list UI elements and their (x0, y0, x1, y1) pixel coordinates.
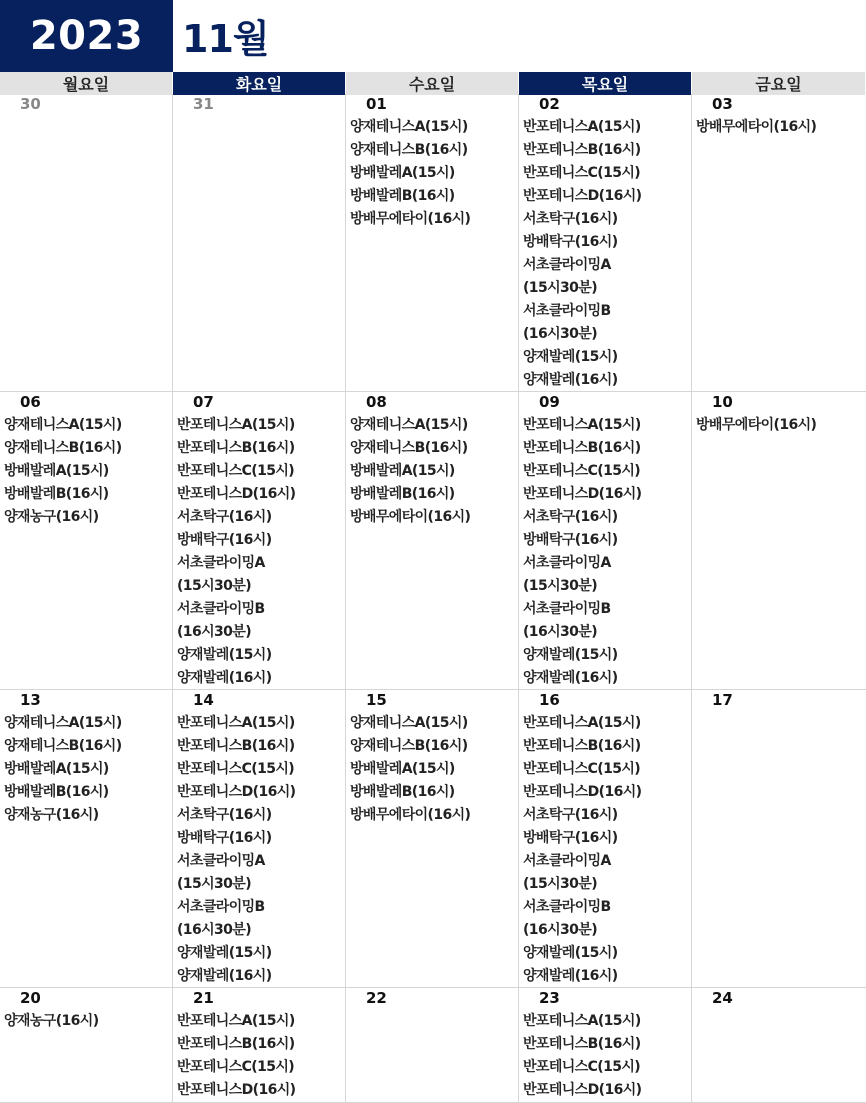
event-list (0, 1010, 172, 1033)
event-item[interactable]: 반포테니스D(16시) (523, 784, 642, 800)
day-cell[interactable] (519, 392, 692, 689)
day-number: 14 (193, 691, 214, 709)
weekday-header-row (0, 72, 866, 94)
event-item[interactable]: 방배발레A(15시) (350, 761, 455, 777)
event-item[interactable]: 양재테니스B(16시) (350, 142, 468, 158)
weekday-header: 금요일 (692, 72, 866, 95)
event-item[interactable]: 방배발레B(16시) (350, 784, 455, 800)
weekday-header: 월요일 (0, 72, 173, 95)
event-item[interactable]: 방배탁구(16시) (523, 532, 618, 548)
day-number: 06 (20, 393, 41, 411)
event-list (519, 1010, 691, 1102)
day-number: 22 (366, 989, 387, 1007)
event-item[interactable]: 반포테니스B(16시) (523, 440, 641, 456)
event-item[interactable]: 반포테니스D(16시) (177, 1082, 296, 1098)
day-cell[interactable] (346, 392, 519, 689)
event-item[interactable]: (16시30분) (177, 624, 252, 640)
day-number: 16 (539, 691, 560, 709)
calendar-grid (0, 94, 866, 1103)
day-cell[interactable] (692, 988, 866, 1102)
event-item[interactable]: 양재발레(16시) (177, 968, 272, 984)
event-item[interactable]: 반포테니스D(16시) (177, 784, 296, 800)
event-item[interactable]: 반포테니스C(15시) (523, 463, 641, 479)
event-item[interactable]: (16시30분) (177, 922, 252, 938)
event-item[interactable]: 반포테니스B(16시) (523, 738, 641, 754)
day-cell[interactable] (519, 988, 692, 1102)
event-item[interactable]: 방배발레A(15시) (4, 761, 109, 777)
event-item[interactable]: (16시30분) (523, 922, 598, 938)
event-item[interactable]: 양재발레(15시) (523, 647, 618, 663)
day-cell[interactable] (0, 988, 173, 1102)
event-list (346, 414, 518, 529)
day-cell[interactable] (0, 94, 173, 391)
event-item[interactable]: 서초탁구(16시) (523, 211, 618, 227)
event-item[interactable]: (15시30분) (523, 280, 598, 296)
event-item[interactable]: 서초클라이밍B (523, 899, 611, 915)
event-item[interactable]: 반포테니스C(15시) (523, 761, 641, 777)
event-list (346, 712, 518, 827)
day-cell[interactable] (692, 690, 866, 987)
day-cell[interactable] (346, 690, 519, 987)
event-item[interactable]: 양재테니스B(16시) (350, 738, 468, 754)
event-list (692, 116, 866, 139)
event-list (519, 712, 691, 987)
day-cell[interactable] (346, 94, 519, 391)
event-item[interactable]: 반포테니스A(15시) (523, 417, 641, 433)
day-number: 13 (20, 691, 41, 709)
event-item[interactable]: 서초탁구(16시) (177, 807, 272, 823)
event-item[interactable]: 양재농구(16시) (4, 807, 99, 823)
event-item[interactable]: 서초클라이밍A (523, 257, 611, 273)
week-row (0, 392, 866, 690)
event-item[interactable]: 방배발레A(15시) (350, 463, 455, 479)
event-item[interactable]: 반포테니스B(16시) (177, 738, 295, 754)
event-item[interactable]: 양재테니스B(16시) (350, 440, 468, 456)
event-item[interactable]: 서초탁구(16시) (177, 509, 272, 525)
event-list (0, 414, 172, 529)
event-item[interactable]: 방배발레A(15시) (4, 463, 109, 479)
event-item[interactable]: 반포테니스D(16시) (523, 486, 642, 502)
event-item[interactable]: 서초클라이밍A (177, 555, 265, 571)
day-number: 09 (539, 393, 560, 411)
day-number: 02 (539, 95, 560, 113)
event-item[interactable]: 양재발레(16시) (523, 670, 618, 686)
event-item[interactable]: 반포테니스B(16시) (523, 142, 641, 158)
event-item[interactable]: 양재발레(16시) (523, 372, 618, 388)
event-item[interactable]: 반포테니스A(15시) (177, 715, 295, 731)
event-item[interactable]: 반포테니스A(15시) (523, 715, 641, 731)
event-item[interactable]: 양재농구(16시) (4, 509, 99, 525)
event-item[interactable]: 양재발레(15시) (523, 945, 618, 961)
event-item[interactable]: 서초클라이밍B (177, 601, 265, 617)
weekday-header: 화요일 (173, 72, 346, 95)
event-item[interactable]: 서초클라이밍A (523, 853, 611, 869)
year-label: 2023 (0, 0, 173, 72)
day-cell[interactable] (173, 690, 346, 987)
day-number: 24 (712, 989, 733, 1007)
weekday-header: 수요일 (346, 72, 519, 95)
event-item[interactable]: 양재발레(15시) (177, 945, 272, 961)
day-number: 17 (712, 691, 733, 709)
event-item[interactable]: 반포테니스D(16시) (177, 486, 296, 502)
event-item[interactable]: (16시30분) (523, 624, 598, 640)
event-item[interactable]: 반포테니스A(15시) (177, 1013, 295, 1029)
event-item[interactable]: 반포테니스C(15시) (177, 761, 295, 777)
calendar-header (0, 0, 866, 72)
event-item[interactable]: (15시30분) (523, 876, 598, 892)
event-item[interactable]: 반포테니스A(15시) (523, 1013, 641, 1029)
month-label: 11월 (182, 17, 269, 61)
weekday-header: 목요일 (519, 72, 692, 95)
event-list (173, 712, 345, 987)
event-item[interactable]: 반포테니스C(15시) (523, 1059, 641, 1075)
day-cell[interactable] (692, 392, 866, 689)
event-list (0, 712, 172, 827)
event-item[interactable]: (15시30분) (177, 578, 252, 594)
event-item[interactable]: 양재농구(16시) (4, 1013, 99, 1029)
event-item[interactable]: 반포테니스C(15시) (523, 165, 641, 181)
day-number: 07 (193, 393, 214, 411)
day-cell[interactable] (519, 690, 692, 987)
event-item[interactable]: 양재테니스A(15시) (350, 417, 468, 433)
event-item[interactable]: 양재발레(16시) (523, 968, 618, 984)
week-row (0, 690, 866, 988)
event-item[interactable]: 방배탁구(16시) (177, 830, 272, 846)
event-list (692, 414, 866, 437)
event-item[interactable]: 방배발레A(15시) (350, 165, 455, 181)
event-item[interactable]: 양재테니스A(15시) (4, 417, 122, 433)
event-item[interactable]: 반포테니스A(15시) (177, 417, 295, 433)
event-item[interactable]: 양재테니스B(16시) (4, 738, 122, 754)
event-item[interactable]: 반포테니스D(16시) (523, 1082, 642, 1098)
event-item[interactable]: 방배무에타이(16시) (696, 417, 817, 433)
day-number: 23 (539, 989, 560, 1007)
day-number: 10 (712, 393, 733, 411)
event-item[interactable]: 서초클라이밍B (523, 303, 611, 319)
day-number: 20 (20, 989, 41, 1007)
event-item[interactable]: 서초클라이밍B (523, 601, 611, 617)
day-cell[interactable] (173, 392, 346, 689)
event-item[interactable]: 양재테니스A(15시) (350, 715, 468, 731)
event-list (519, 116, 691, 391)
event-item[interactable]: 반포테니스A(15시) (523, 119, 641, 135)
event-item[interactable]: 양재테니스A(15시) (350, 119, 468, 135)
event-item[interactable]: 반포테니스D(16시) (523, 188, 642, 204)
event-item[interactable]: 반포테니스B(16시) (523, 1036, 641, 1052)
event-item[interactable]: (15시30분) (177, 876, 252, 892)
event-item[interactable]: 양재발레(16시) (177, 670, 272, 686)
event-item[interactable]: 방배무에타이(16시) (350, 211, 471, 227)
day-cell[interactable] (0, 690, 173, 987)
day-cell[interactable] (173, 94, 346, 391)
event-list (173, 1010, 345, 1102)
event-item[interactable]: 반포테니스B(16시) (177, 1036, 295, 1052)
event-item[interactable]: 반포테니스C(15시) (177, 1059, 295, 1075)
day-cell[interactable] (0, 392, 173, 689)
day-number: 31 (193, 95, 214, 113)
event-item[interactable]: 양재발레(15시) (523, 349, 618, 365)
event-list (173, 414, 345, 689)
event-item[interactable]: 방배발레B(16시) (4, 486, 109, 502)
event-item[interactable]: 서초클라이밍A (523, 555, 611, 571)
event-item[interactable]: 양재테니스B(16시) (4, 440, 122, 456)
week-row (0, 988, 866, 1103)
day-number: 21 (193, 989, 214, 1007)
event-item[interactable]: 양재테니스A(15시) (4, 715, 122, 731)
event-item[interactable]: 방배탁구(16시) (523, 234, 618, 250)
day-number: 15 (366, 691, 387, 709)
day-cell[interactable] (173, 988, 346, 1102)
day-number: 01 (366, 95, 387, 113)
day-number: 30 (20, 95, 41, 113)
day-cell[interactable] (346, 988, 519, 1102)
event-item[interactable]: 방배발레B(16시) (4, 784, 109, 800)
event-item[interactable]: 양재발레(15시) (177, 647, 272, 663)
day-number: 08 (366, 393, 387, 411)
day-cell[interactable] (692, 94, 866, 391)
event-item[interactable]: 방배무에타이(16시) (696, 119, 817, 135)
event-item[interactable]: 방배무에타이(16시) (350, 807, 471, 823)
event-item[interactable]: 반포테니스B(16시) (177, 440, 295, 456)
event-list (519, 414, 691, 689)
event-item[interactable]: 방배발레B(16시) (350, 188, 455, 204)
day-cell[interactable] (519, 94, 692, 391)
event-item[interactable]: 방배발레B(16시) (350, 486, 455, 502)
event-item[interactable]: 방배무에타이(16시) (350, 509, 471, 525)
event-item[interactable]: 서초클라이밍A (177, 853, 265, 869)
event-item[interactable]: 서초탁구(16시) (523, 807, 618, 823)
event-item[interactable]: (16시30분) (523, 326, 598, 342)
week-row (0, 94, 866, 392)
event-item[interactable]: (15시30분) (523, 578, 598, 594)
event-item[interactable]: 서초탁구(16시) (523, 509, 618, 525)
event-item[interactable]: 서초클라이밍B (177, 899, 265, 915)
event-item[interactable]: 반포테니스C(15시) (177, 463, 295, 479)
event-list (346, 116, 518, 231)
event-item[interactable]: 방배탁구(16시) (177, 532, 272, 548)
event-item[interactable]: 방배탁구(16시) (523, 830, 618, 846)
day-number: 03 (712, 95, 733, 113)
